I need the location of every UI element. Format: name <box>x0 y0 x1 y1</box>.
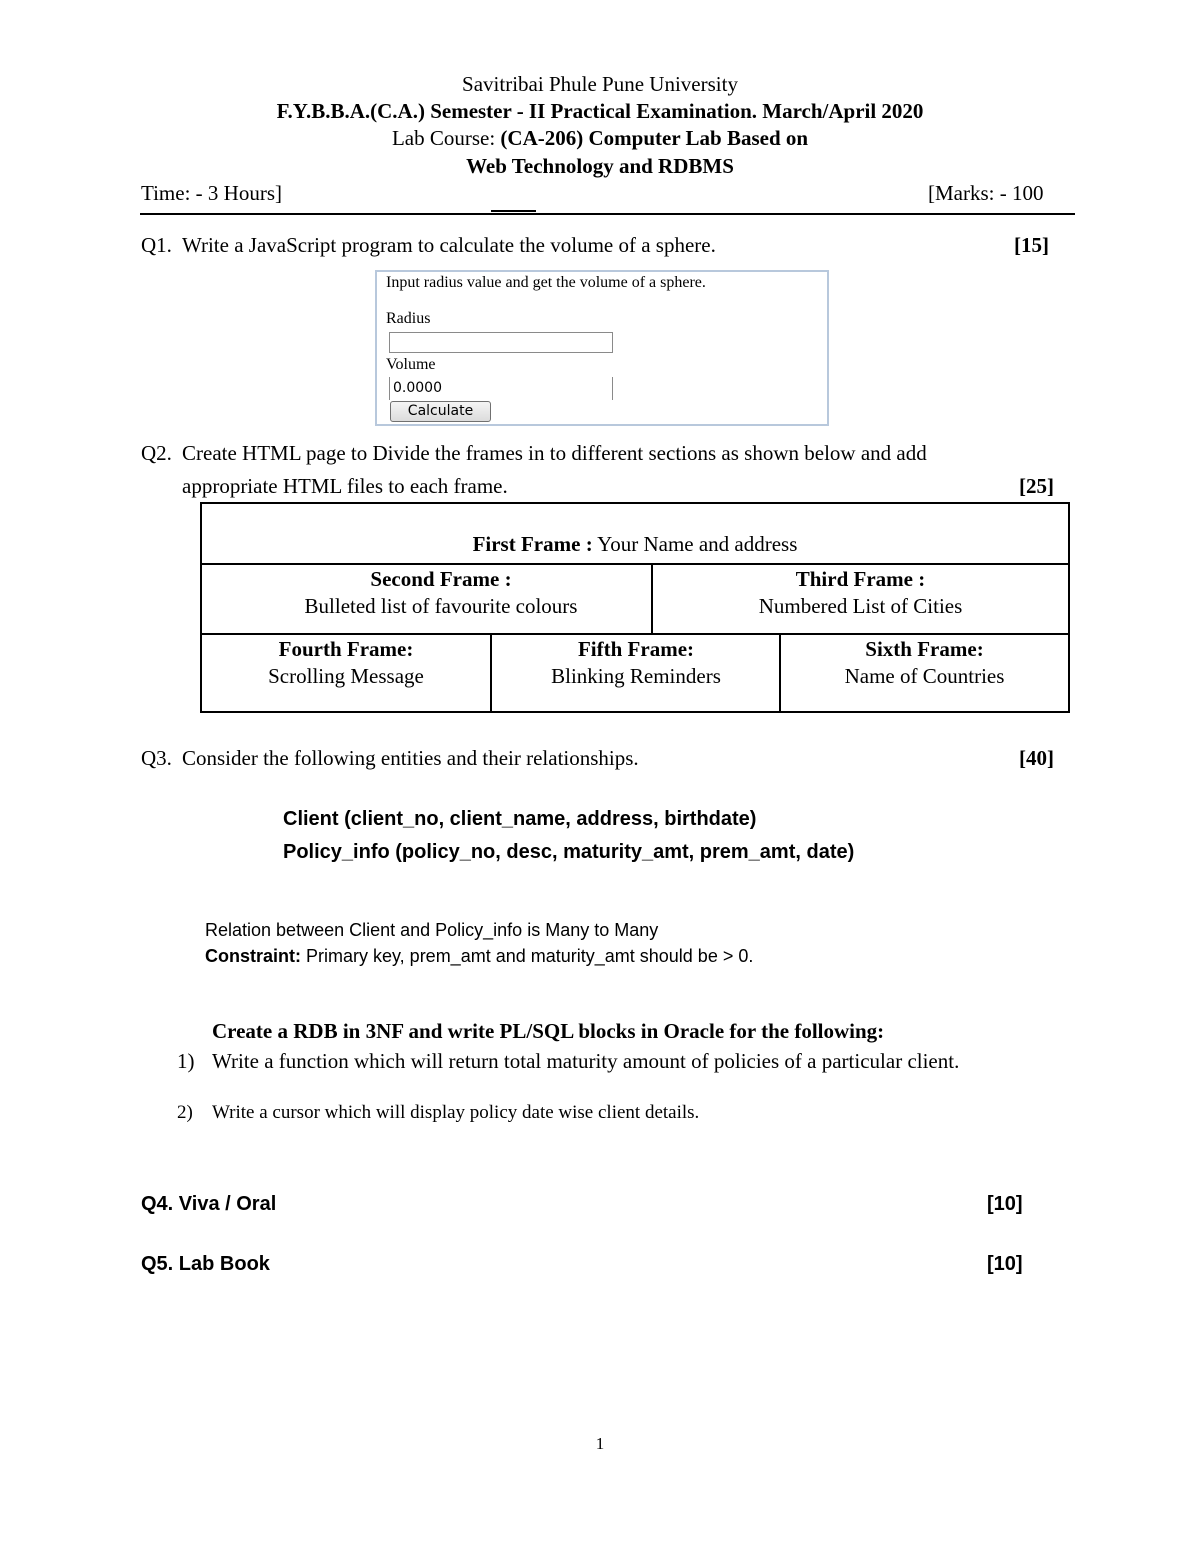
task-2-text: Write a cursor which will display policy date wise client details. <box>212 1102 700 1123</box>
constraint-label: Constraint: <box>205 946 301 966</box>
second-frame-desc: Bulleted list of favourite colours <box>304 594 578 618</box>
course-code: (CA-206) Computer Lab Based on <box>500 126 809 150</box>
header-divider-accent <box>491 210 536 212</box>
q5-text: Q5. Lab Book <box>141 1253 270 1275</box>
q2-number: Q2. <box>141 441 172 465</box>
q2-line-1 <box>0 441 1200 469</box>
second-frame-title: Second Frame : <box>370 567 512 591</box>
q1-marks: [15] <box>1014 233 1049 257</box>
third-frame-cell <box>653 565 1068 634</box>
q3-text: Consider the following entities and their relationships. <box>182 746 639 770</box>
client-entity: Client (client_no, client_name, address, birthdate) <box>283 808 757 830</box>
course-title <box>0 126 1200 151</box>
q5-marks: [10] <box>987 1253 1023 1275</box>
relation-text: Relation between Client and Policy_info is Many to Many <box>205 920 659 940</box>
task-heading: Create a RDB in 3NF and write PL/SQL blocks in Oracle for the following: <box>212 1019 885 1043</box>
second-frame-cell <box>202 565 680 634</box>
q1-line <box>0 233 1200 261</box>
page-number: 1 <box>595 1434 605 1453</box>
time-label: Time: - 3 Hours] <box>141 181 282 205</box>
subject-title: Web Technology and RDBMS <box>466 154 734 178</box>
third-frame-desc: Numbered List of Cities <box>758 594 963 618</box>
first-frame-desc: Your Name and address <box>592 532 798 556</box>
sixth-frame-title: Sixth Frame: <box>865 637 984 661</box>
third-frame-title: Third Frame : <box>795 567 926 591</box>
q4-text: Q4. Viva / Oral <box>141 1193 277 1215</box>
sixth-frame-desc: Name of Countries <box>844 664 1005 688</box>
q2-marks: [25] <box>1019 474 1054 498</box>
fourth-frame-cell <box>202 635 490 712</box>
fourth-frame-desc: Scrolling Message <box>268 664 424 688</box>
course-prefix: Lab Course: <box>391 126 501 150</box>
fifth-frame-title: Fifth Frame: <box>577 637 695 661</box>
frames-row-2 <box>202 565 1068 635</box>
q4-marks: [10] <box>987 1193 1023 1215</box>
constraint-line <box>205 946 753 967</box>
frames-row-1 <box>202 504 1068 565</box>
q2-line-2 <box>0 474 1200 502</box>
fifth-frame-cell <box>492 635 780 712</box>
volume-output[interactable]: 0.0000 <box>389 377 613 400</box>
first-frame-title: First Frame : <box>472 532 593 556</box>
volume-label: Volume <box>386 356 436 373</box>
marks-label: [Marks: - 100 <box>928 181 1044 205</box>
radius-input[interactable] <box>389 332 613 353</box>
frames-row-3 <box>202 635 1068 711</box>
q3-line <box>0 746 1200 774</box>
sixth-frame-cell <box>781 635 1068 712</box>
q2-text-2: appropriate HTML files to each frame. <box>182 474 508 498</box>
constraint-text: Primary key, prem_amt and maturity_amt should be > 0. <box>301 946 754 966</box>
sphere-volume-form <box>375 270 829 426</box>
fourth-frame-title: Fourth Frame: <box>278 637 414 661</box>
task-2-number: 2) <box>177 1102 193 1123</box>
university-name: Savitribai Phule Pune University <box>462 72 738 96</box>
q3-number: Q3. <box>141 746 172 770</box>
first-frame-cell <box>202 504 1068 563</box>
exam-title: F.Y.B.B.A.(C.A.) Semester - II Practical Examination. March/April 2020 <box>276 99 924 123</box>
policy-entity: Policy_info (policy_no, desc, maturity_amt, prem_amt, date) <box>283 841 855 863</box>
q3-marks: [40] <box>1019 746 1054 770</box>
task-1-number: 1) <box>177 1049 195 1073</box>
task-1-text: Write a function which will return total maturity amount of policies of a particular client. <box>212 1049 960 1073</box>
q2-text-1: Create HTML page to Divide the frames in to different sections as shown below and add <box>182 441 927 465</box>
form-instruction: Input radius value and get the volume of a sphere. <box>386 274 706 291</box>
header-divider <box>140 213 1075 215</box>
calculate-button[interactable]: Calculate <box>390 401 491 422</box>
radius-label: Radius <box>386 310 431 327</box>
q1-number: Q1. <box>141 233 172 257</box>
q1-text: Write a JavaScript program to calculate the volume of a sphere. <box>182 233 716 257</box>
frames-layout-table <box>200 502 1070 713</box>
fifth-frame-desc: Blinking Reminders <box>551 664 721 688</box>
